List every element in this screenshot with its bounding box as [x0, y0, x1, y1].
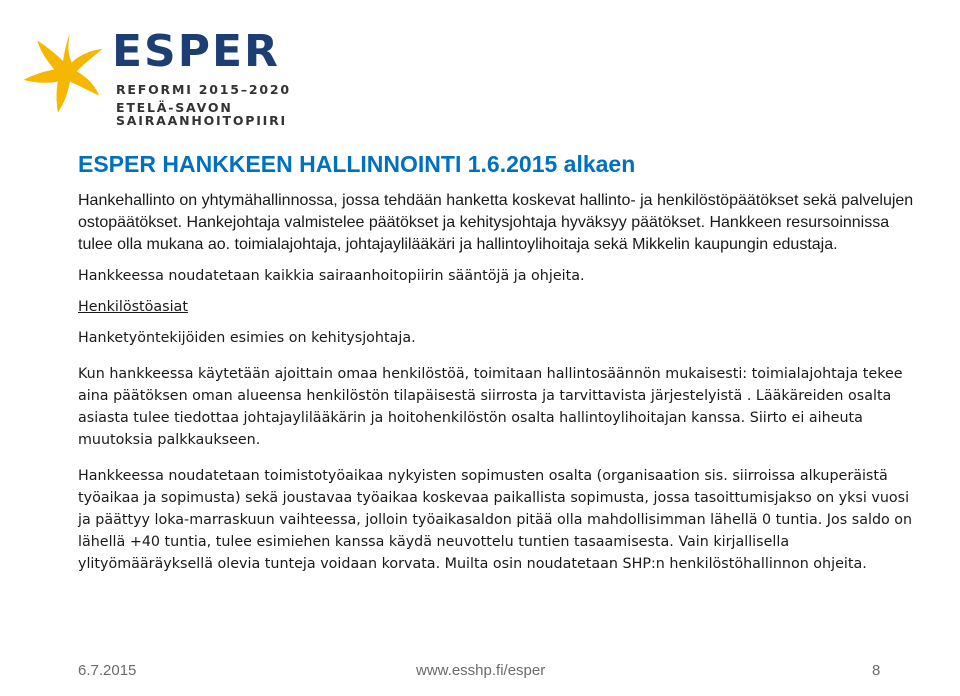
slide-title: ESPER HANKKEEN HALLINNOINTI 1.6.2015 alkaen	[78, 151, 636, 177]
footer-date: 6.7.2015	[78, 662, 137, 679]
logo-subtitle-reform: REFORMI 2015–2020	[116, 82, 291, 97]
footer-page-number: 8	[872, 662, 881, 679]
paragraph-administration: Hankehallinto on yhtymähallinnossa, jossa tehdään hanketta koskevat hallinto- ja henkilöstöpäätökset sekä palvelujen ostopäätökset. Hankejohtaja valmistelee päätökset ja kehitysjohtaja hyväksyy päätökset. Hankkeen resursoinnissa tulee olla mukana ao. toimialajohtaja, johtajaylilääkäri ja hallintoylihoitaja sekä Mikkelin kaupungin edustaja.	[78, 192, 914, 253]
section-heading-staff: Henkilöstöasiat	[78, 299, 188, 315]
logo-subtitle-organization: ETELÄ-SAVON SAIRAANHOITOPIIRI	[116, 100, 287, 128]
paragraph-supervisor: Hanketyöntekijöiden esimies on kehitysjohtaja.	[78, 330, 416, 346]
footer-url: www.esshp.fi/esper	[416, 662, 546, 679]
paragraph-own-staff: Kun hankkeessa käytetään ajoittain omaa henkilöstöä, toimitaan hallintosäännön mukaisesti: toimialajohtaja tekee aina päätöksen oman alueensa henkilöstön tilapäisestä siirrosta ja tarvittavista järjestelyistä . Lääkäreiden osalta asiasta tulee tiedottaa johtajaylilääkärin ja hoitohenkilöstön osalta hallintoylihoitajan kanssa. Siirto ei aiheuta muutoksia palkkaukseen.	[78, 366, 903, 448]
paragraph-rules: Hankkeessa noudatetaan kaikkia sairaanhoitopiirin sääntöjä ja ohjeita.	[78, 268, 585, 284]
slide-body	[78, 190, 918, 575]
esper-logo	[20, 28, 350, 128]
star-logo-icon	[20, 30, 106, 116]
logo-wordmark: ESPER	[112, 26, 280, 77]
paragraph-working-hours: Hankkeessa noudatetaan toimistotyöaikaa nykyisten sopimusten osalta (organisaation sis. siirroissa alkuperäistä työaikaa ja sopimusta) sekä joustavaa työaikaa koskevaa paikallista sopimusta, jossa tasoittumisjakso on yksi vuosi ja päättyy loka-marraskuun vaihteessa, jolloin työaikasaldon pitää olla mahdollisimman lähellä 0 tuntia. Jos saldo on lähellä +40 tuntia, tulee esimiehen kanssa käydä neuvottelu tuntien tasaamisesta. Vain kirjallisella ylityömääräyksellä olevia tunteja voidaan korvata. Muilta osin noudatetaan SHP:n henkilöstöhallinnon ohjeita.	[78, 468, 913, 572]
